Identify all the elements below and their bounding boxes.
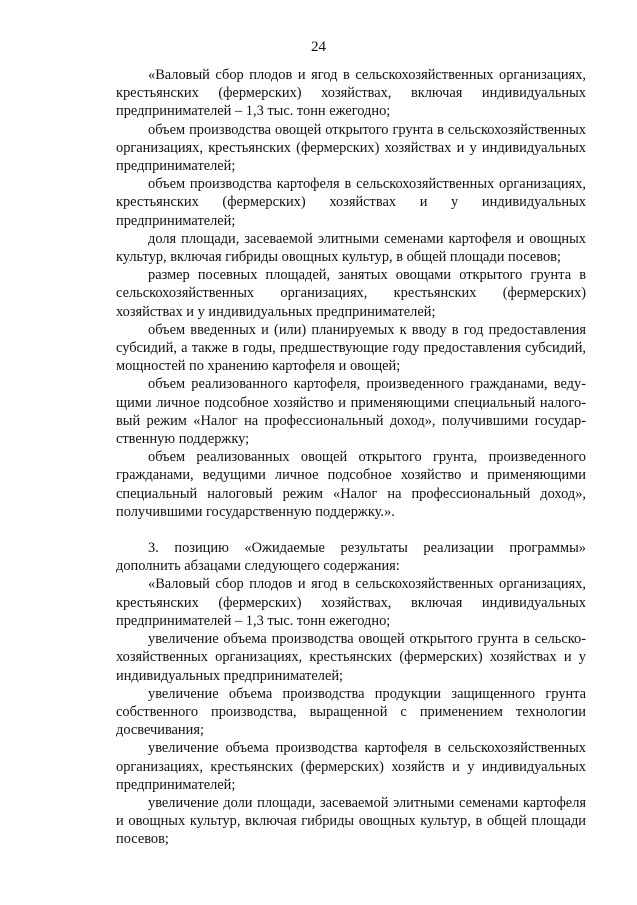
paragraph: объем производства овощей открытого грунта в сельскохозяйственных организациях, крестьянских (фермерских) хозяйствах и у индивидуальных предпринимателей; xyxy=(116,121,586,175)
paragraph: увеличение объема производства продукции защищенного грунта собственного производства, выращенной с применением технологии досвечивания; xyxy=(116,685,586,739)
paragraph: «Валовый сбор плодов и ягод в сельскохозяйственных организациях, крестьянских (фермерских) хозяйствах, включая индивидуальных предпринимателей – 1,3 тыс. тонн ежегодно; xyxy=(116,576,586,629)
paragraph: объем введенных и (или) планируемых к вводу в год предоставления субсидий, а также в годы, предшествующие году предоставления субсидий, мощностей по хранению картофеля и овощей; xyxy=(116,321,586,375)
paragraph: доля площади, засеваемой элитными семенами картофеля и овощных культур, включая гибриды овощных культур, в общей площади посевов; xyxy=(116,230,586,266)
paragraph: объем реализованных овощей открытого грунта, произведенного гражданами, ведущими личное подсобное хозяйство и применяющими специальный налоговый режим «Налог на профессиональный доход», получившими государственную поддержку.». xyxy=(116,449,586,520)
paragraph: размер посевных площадей, занятых овощами открытого грунта в сельскохозяйственных организациях, крестьянских (фермерских) хозяйствах и у индивидуальных предпринимателей; xyxy=(116,267,586,320)
paragraph: увеличение доли площади, засеваемой элитными семенами картофеля и овощных культур, включая гибриды овощных культур, в общей площади посевов; xyxy=(116,794,586,848)
paragraph: 3. позицию «Ожидаемые результаты реализации программы» дополнить абзацами следующего содержания: xyxy=(116,540,586,575)
paragraph: увеличение объема производства картофеля в сельскохозяйственных организациях, крестьянских (фермерских) хозяйств и у индивидуальных предпринимателей; xyxy=(116,740,586,793)
paragraph: объем реализованного картофеля, произведенного гражданами, ведущими личное подсобное хозяйство и применяющими специальный налоговый режим «Налог на профессиональный доход», получившими государственную поддержку; xyxy=(116,376,586,448)
paragraph: увеличение объема производства овощей открытого грунта в сельскохозяйственных организациях, крестьянских (фермерских) хозяйствах и у индивидуальных предпринимателей; xyxy=(116,631,586,684)
document-body xyxy=(116,66,586,849)
paragraph: «Валовый сбор плодов и ягод в сельскохозяйственных организациях, крестьянских (фермерских) хозяйствах, включая индивидуальных предпринимателей – 1,3 тыс. тонн ежегодно; xyxy=(116,67,586,120)
page-number: 24 xyxy=(311,39,326,55)
section-spacer xyxy=(116,521,586,539)
paragraph: объем производства картофеля в сельскохозяйственных организациях, крестьянских (фермерских) хозяйствах и у индивидуальных предпринимателей; xyxy=(116,176,586,229)
